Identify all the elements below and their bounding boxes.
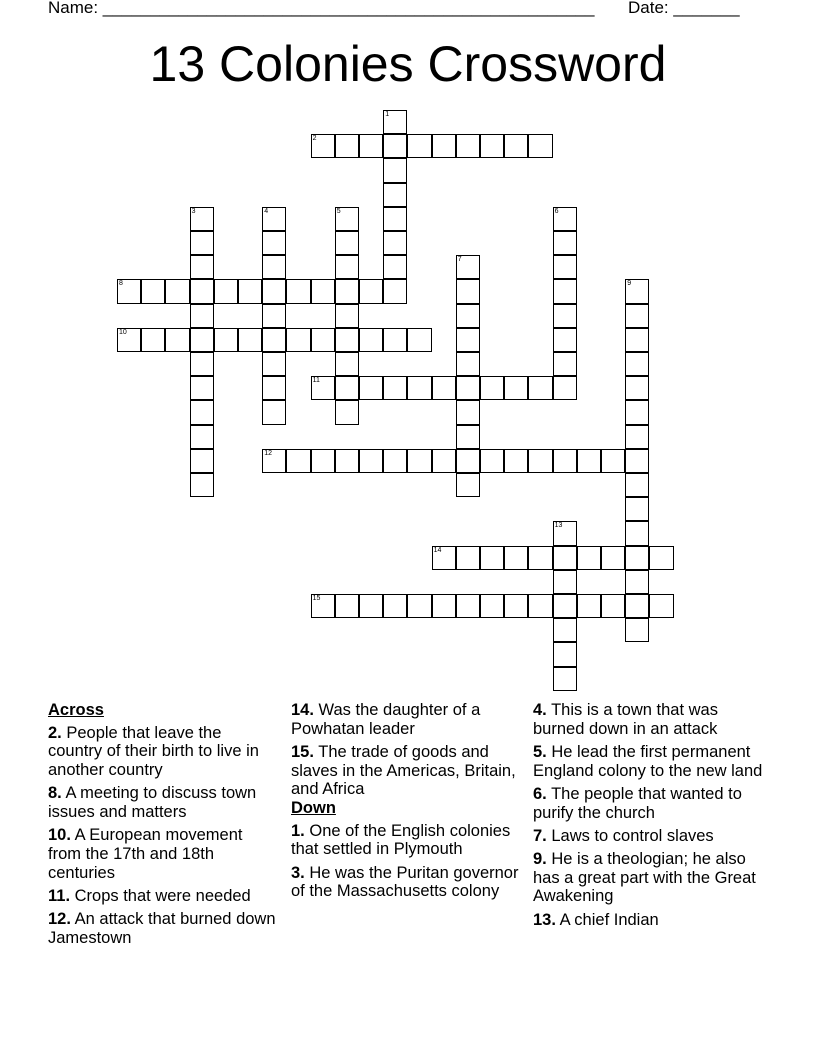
grid-cell[interactable]	[335, 328, 359, 352]
grid-cell[interactable]	[625, 400, 649, 424]
grid-cell[interactable]	[432, 546, 456, 570]
grid-cell[interactable]	[528, 594, 552, 618]
grid-cell[interactable]	[286, 279, 310, 303]
grid-cell[interactable]	[335, 304, 359, 328]
grid-cell[interactable]	[141, 328, 165, 352]
grid-cell[interactable]	[553, 594, 577, 618]
grid-cell[interactable]	[190, 207, 214, 231]
clue-across-15: 15. The trade of goods and slaves in the Americas, Britain, and Africa	[291, 742, 516, 799]
grid-cell[interactable]	[504, 546, 528, 570]
grid-cell[interactable]	[625, 521, 649, 545]
grid-cell[interactable]	[190, 376, 214, 400]
clue-down-4: 4. This is a town that was burned down in an attack	[533, 701, 718, 738]
grid-cell[interactable]	[456, 328, 480, 352]
grid-cell[interactable]	[480, 594, 504, 618]
grid-cell[interactable]	[504, 594, 528, 618]
clue-across-2: 2. People that leave the country of their birth to live in another country	[48, 723, 259, 780]
grid-cell[interactable]	[262, 255, 286, 279]
grid-cell[interactable]	[480, 134, 504, 158]
grid-cell[interactable]	[311, 279, 335, 303]
grid-cell[interactable]	[262, 328, 286, 352]
grid-cell[interactable]	[383, 328, 407, 352]
grid-cell[interactable]	[262, 400, 286, 424]
grid-cell[interactable]	[407, 449, 431, 473]
grid-cell[interactable]	[432, 449, 456, 473]
clue-number-label: 9	[627, 280, 632, 288]
grid-cell[interactable]	[383, 594, 407, 618]
grid-cell[interactable]	[432, 594, 456, 618]
clue-down-1: 1. One of the English colonies that settled in Plymouth	[291, 821, 511, 859]
grid-cell[interactable]	[649, 594, 673, 618]
grid-cell[interactable]	[504, 134, 528, 158]
clue-across-11: 11. Crops that were needed	[48, 886, 251, 905]
grid-cell[interactable]	[359, 134, 383, 158]
grid-cell[interactable]	[456, 376, 480, 400]
grid-cell[interactable]	[456, 134, 480, 158]
grid-cell[interactable]	[625, 425, 649, 449]
grid-cell[interactable]	[625, 328, 649, 352]
grid-cell[interactable]	[625, 376, 649, 400]
grid-cell[interactable]	[359, 328, 383, 352]
grid-cell[interactable]	[577, 594, 601, 618]
grid-cell[interactable]	[262, 352, 286, 376]
grid-cell[interactable]	[335, 279, 359, 303]
grid-cell[interactable]	[456, 473, 480, 497]
grid-cell[interactable]	[456, 304, 480, 328]
grid-cell[interactable]	[553, 521, 577, 545]
grid-cell[interactable]	[553, 376, 577, 400]
grid-cell[interactable]	[262, 376, 286, 400]
grid-cell[interactable]	[117, 328, 141, 352]
grid-cell[interactable]	[456, 546, 480, 570]
grid-cell[interactable]	[214, 328, 238, 352]
grid-cell[interactable]	[553, 207, 577, 231]
grid-cell[interactable]	[383, 110, 407, 134]
grid-cell[interactable]	[625, 304, 649, 328]
grid-cell[interactable]	[311, 134, 335, 158]
clue-number-label: 15	[312, 595, 321, 602]
grid-cell[interactable]	[625, 594, 649, 618]
grid-cell[interactable]	[504, 376, 528, 400]
clues-column-1	[48, 701, 280, 952]
grid-cell[interactable]	[528, 449, 552, 473]
grid-cell[interactable]	[311, 328, 335, 352]
clue-down-7: 7. Laws to control slaves	[533, 826, 714, 845]
clue-number-label: 1	[385, 111, 390, 118]
grid-cell[interactable]	[383, 376, 407, 400]
grid-cell[interactable]	[335, 352, 359, 376]
grid-cell[interactable]	[601, 449, 625, 473]
grid-cell[interactable]	[383, 207, 407, 231]
grid-cell[interactable]	[625, 473, 649, 497]
down-heading: Down	[291, 799, 336, 818]
grid-cell[interactable]	[456, 255, 480, 279]
clue-down-13: 13. A chief Indian	[533, 910, 659, 929]
grid-cell[interactable]	[238, 328, 262, 352]
grid-cell[interactable]	[625, 449, 649, 473]
grid-cell[interactable]	[553, 279, 577, 303]
grid-cell[interactable]	[456, 594, 480, 618]
clues-column-2	[291, 701, 527, 906]
grid-cell[interactable]	[383, 134, 407, 158]
grid-cell[interactable]	[311, 449, 335, 473]
grid-cell[interactable]	[577, 449, 601, 473]
grid-cell[interactable]	[190, 473, 214, 497]
grid-cell[interactable]	[190, 400, 214, 424]
grid-cell[interactable]	[262, 207, 286, 231]
grid-cell[interactable]	[601, 594, 625, 618]
clue-down-6: 6. The people that wanted to purify the church	[533, 784, 742, 822]
across-heading: Across	[48, 701, 104, 719]
grid-cell[interactable]	[553, 667, 577, 691]
grid-cell[interactable]	[238, 279, 262, 303]
grid-cell[interactable]	[480, 376, 504, 400]
grid-cell[interactable]	[407, 328, 431, 352]
grid-cell[interactable]	[456, 425, 480, 449]
grid-cell[interactable]	[286, 449, 310, 473]
clue-number-label: 12	[264, 449, 272, 457]
grid-cell[interactable]	[480, 546, 504, 570]
grid-cell[interactable]	[528, 376, 552, 400]
grid-cell[interactable]	[625, 279, 649, 303]
clue-across-14: 14. Was the daughter of a Powhatan leader	[291, 701, 481, 738]
grid-cell[interactable]	[625, 570, 649, 594]
grid-cell[interactable]	[625, 618, 649, 642]
grid-cell[interactable]	[190, 255, 214, 279]
grid-cell[interactable]	[383, 183, 407, 207]
grid-cell[interactable]	[407, 376, 431, 400]
grid-cell[interactable]	[262, 449, 286, 473]
clue-number-label: 14	[433, 546, 442, 554]
grid-cell[interactable]	[383, 255, 407, 279]
grid-cell[interactable]	[190, 304, 214, 328]
clue-number-label: 13	[554, 522, 563, 530]
clue-number-label: 11	[312, 377, 320, 385]
clue-number-label: 2	[312, 135, 317, 143]
grid-cell[interactable]	[553, 255, 577, 279]
grid-cell[interactable]	[407, 594, 431, 618]
grid-cell[interactable]	[528, 546, 552, 570]
grid-cell[interactable]	[335, 207, 359, 231]
grid-cell[interactable]	[383, 449, 407, 473]
grid-cell[interactable]	[165, 328, 189, 352]
clue-down-3: 3. He was the Puritan governor of the Massachusetts colony	[291, 863, 519, 901]
grid-cell[interactable]	[625, 546, 649, 570]
grid-cell[interactable]	[504, 449, 528, 473]
grid-cell[interactable]	[407, 134, 431, 158]
grid-cell[interactable]	[456, 449, 480, 473]
page-title: 13 Colonies Crossword	[149, 36, 667, 92]
grid-cell[interactable]	[432, 134, 456, 158]
clue-number-label: 10	[119, 328, 127, 336]
grid-cell[interactable]	[117, 279, 141, 303]
grid-cell[interactable]	[432, 376, 456, 400]
grid-cell[interactable]	[335, 231, 359, 255]
clue-number-label: 4	[264, 207, 269, 215]
grid-cell[interactable]	[335, 449, 359, 473]
grid-cell[interactable]	[553, 570, 577, 594]
grid-cell[interactable]	[553, 642, 577, 666]
grid-cell[interactable]	[359, 594, 383, 618]
clue-number-label: 7	[457, 256, 462, 264]
grid-cell[interactable]	[335, 255, 359, 279]
grid-cell[interactable]	[553, 618, 577, 642]
grid-cell[interactable]	[335, 400, 359, 424]
grid-cell[interactable]	[553, 449, 577, 473]
grid-cell[interactable]	[190, 231, 214, 255]
clue-number-label: 6	[554, 207, 559, 215]
grid-cell[interactable]	[311, 594, 335, 618]
grid-cell[interactable]	[383, 231, 407, 255]
grid-cell[interactable]	[601, 546, 625, 570]
grid-cell[interactable]	[625, 497, 649, 521]
grid-cell[interactable]	[335, 594, 359, 618]
clue-down-9: 9. He is a theologian; he also has a great part with the Great Awakening	[533, 849, 756, 906]
grid-cell[interactable]	[625, 352, 649, 376]
grid-cell[interactable]	[553, 352, 577, 376]
grid-cell[interactable]	[480, 449, 504, 473]
clue-across-12: 12. An attack that burned down Jamestown	[48, 910, 276, 947]
grid-cell[interactable]	[456, 400, 480, 424]
clue-across-8: 8. A meeting to discuss town issues and matters	[48, 784, 257, 822]
grid-cell[interactable]	[214, 279, 238, 303]
grid-cell[interactable]	[335, 376, 359, 400]
clue-across-10: 10. A European movement from the 17th and 18th centuries	[48, 826, 243, 882]
date-field-label: Date: _______	[628, 0, 740, 17]
grid-cell[interactable]	[456, 352, 480, 376]
grid-cell[interactable]	[359, 279, 383, 303]
clue-number-label: 8	[119, 280, 123, 288]
grid-cell[interactable]	[335, 134, 359, 158]
grid-cell[interactable]	[383, 279, 407, 303]
grid-cell[interactable]	[262, 304, 286, 328]
grid-cell[interactable]	[577, 546, 601, 570]
grid-cell[interactable]	[141, 279, 165, 303]
grid-cell[interactable]	[190, 352, 214, 376]
grid-cell[interactable]	[528, 134, 552, 158]
grid-cell[interactable]	[262, 231, 286, 255]
grid-cell[interactable]	[359, 449, 383, 473]
clue-number-label: 3	[191, 207, 196, 215]
grid-cell[interactable]	[190, 449, 214, 473]
grid-cell[interactable]	[190, 279, 214, 303]
grid-cell[interactable]	[553, 328, 577, 352]
grid-cell[interactable]	[190, 425, 214, 449]
grid-cell[interactable]	[649, 546, 673, 570]
clue-down-5: 5. He lead the first permanent England colony to the new land	[533, 742, 763, 780]
grid-cell[interactable]	[262, 279, 286, 303]
grid-cell[interactable]	[286, 328, 310, 352]
grid-cell[interactable]	[553, 304, 577, 328]
grid-cell[interactable]	[383, 158, 407, 182]
clue-number-label: 5	[336, 207, 341, 215]
grid-cell[interactable]	[456, 279, 480, 303]
grid-cell[interactable]	[553, 231, 577, 255]
grid-cell[interactable]	[311, 376, 335, 400]
grid-cell[interactable]	[190, 328, 214, 352]
grid-cell[interactable]	[359, 376, 383, 400]
name-field-label: Name: ____________________________________________________	[48, 0, 595, 17]
grid-cell[interactable]	[553, 546, 577, 570]
clues-column-3	[533, 701, 769, 934]
grid-cell[interactable]	[165, 279, 189, 303]
